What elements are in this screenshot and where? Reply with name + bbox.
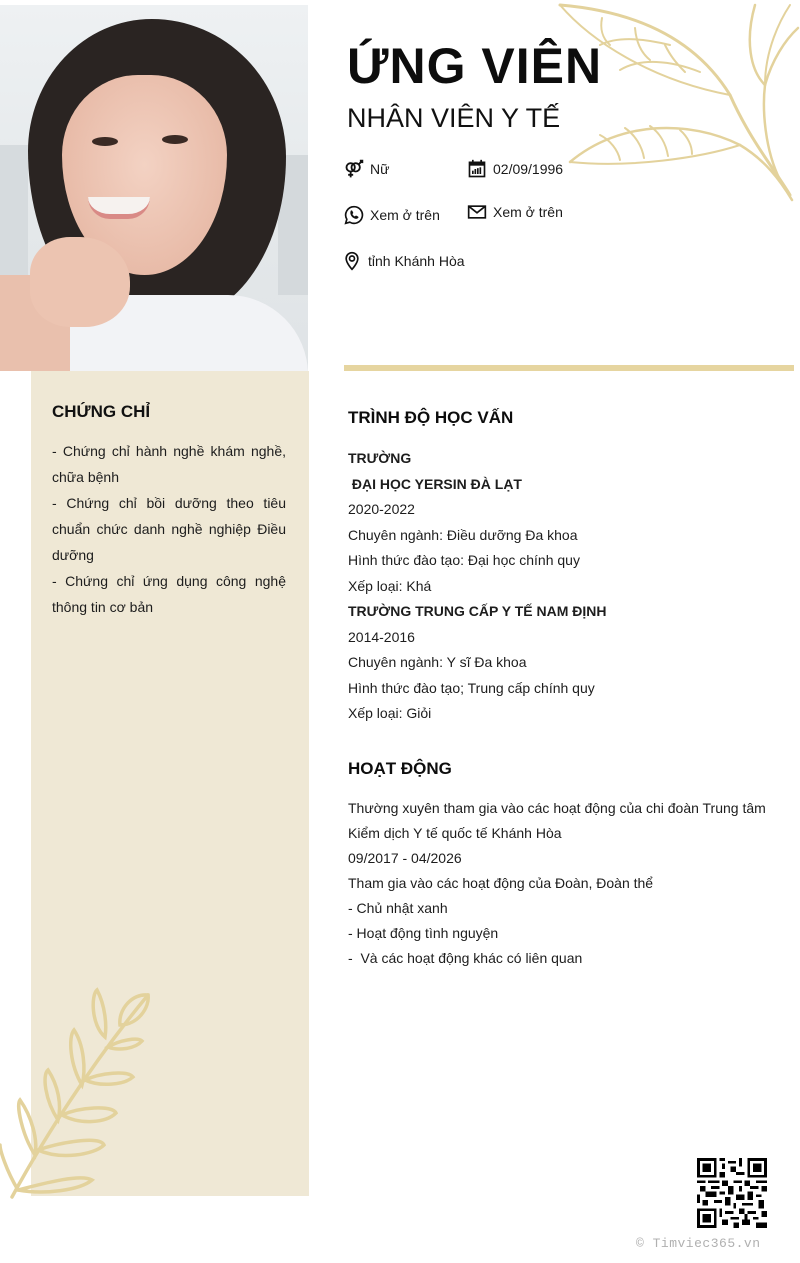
- school-mode: Hình thức đào tạo: Đại học chính quy: [348, 552, 580, 568]
- gender-value: Nữ: [370, 161, 390, 177]
- activity-line: Tham gia vào các hoạt động của Đoàn, Đoàn thể: [348, 875, 654, 891]
- photo-eye: [92, 137, 118, 146]
- education-item: [348, 599, 788, 727]
- education-item: [348, 446, 788, 599]
- activities-list: [348, 796, 788, 971]
- activities-title: HOẠT ĐỘNG: [348, 759, 452, 778]
- certificate-item: - Chứng chỉ ứng dụng công nghệ thông tin cơ bản: [52, 573, 286, 615]
- watermark: © Timviec365.vn: [636, 1236, 761, 1251]
- school-major: Chuyên ngành: Y sĩ Đa khoa: [348, 654, 527, 670]
- activity-period: 09/2017 - 04/2026: [348, 850, 462, 866]
- header-divider: [344, 365, 794, 371]
- envelope-icon: [467, 202, 487, 222]
- photo-eye: [162, 135, 188, 144]
- resume-header: [347, 36, 602, 134]
- address-info: [342, 251, 465, 271]
- certificate-item: - Chứng chỉ bồi dưỡng theo tiêu chuẩn chức danh nghề nghiệp Điều dưỡng: [52, 495, 286, 563]
- certificate-item: - Chứng chỉ hành nghề khám nghề, chữa bệnh: [52, 443, 286, 485]
- certificates-list: [52, 438, 286, 620]
- activity-line: - Hoạt động tình nguyện: [348, 925, 499, 941]
- gender-info: [344, 159, 389, 179]
- certificates-title: CHỨNG CHỈ: [52, 402, 151, 421]
- education-list: [348, 446, 788, 727]
- address-value: tỉnh Khánh Hòa: [368, 253, 465, 269]
- birthday-value: 02/09/1996: [493, 161, 564, 177]
- birthday-info: [467, 159, 563, 179]
- email-info: [467, 202, 563, 222]
- education-title: TRÌNH ĐỘ HỌC VẤN: [348, 408, 514, 427]
- activity-line: Thường xuyên tham gia vào các hoạt động của chi đoàn Trung tâm Kiểm dịch Y tế quốc tế Khánh Hòa: [348, 800, 766, 841]
- calendar-icon: [467, 159, 487, 179]
- school-major: Chuyên ngành: Điều dưỡng Đa khoa: [348, 526, 578, 543]
- school-period: 2014-2016: [348, 628, 415, 645]
- school-rank: Xếp loại: Giỏi: [348, 705, 432, 721]
- map-pin-icon: [342, 251, 362, 271]
- candidate-name: ỨNG VIÊN: [347, 38, 603, 94]
- school-name: TRƯỜNG TRUNG CẤP Y TẾ NAM ĐỊNH: [348, 603, 607, 619]
- photo-hand: [30, 237, 130, 327]
- school-name: TRƯỜNG: [348, 450, 412, 466]
- candidate-photo: [0, 5, 308, 371]
- qr-code-icon[interactable]: [697, 1158, 767, 1228]
- whatsapp-phone-icon: [344, 205, 364, 225]
- school-mode: Hình thức đào tạo; Trung cấp chính quy: [348, 679, 595, 696]
- school-name: ĐẠI HỌC YERSIN ĐÀ LẠT: [348, 475, 522, 492]
- phone-info: [344, 205, 440, 225]
- leaf-decoration-bottom-icon: [0, 985, 160, 1200]
- activity-line: - Chủ nhật xanh: [348, 900, 448, 916]
- school-rank: Xếp loại: Khá: [348, 577, 432, 594]
- email-value: Xem ở trên: [493, 204, 563, 220]
- phone-value: Xem ở trên: [370, 207, 440, 223]
- gender-icon: [344, 159, 364, 179]
- activity-line: - Và các hoạt động khác có liên quan: [348, 950, 583, 966]
- school-period: 2020-2022: [348, 501, 415, 517]
- candidate-role: NHÂN VIÊN Y TẾ: [347, 103, 561, 133]
